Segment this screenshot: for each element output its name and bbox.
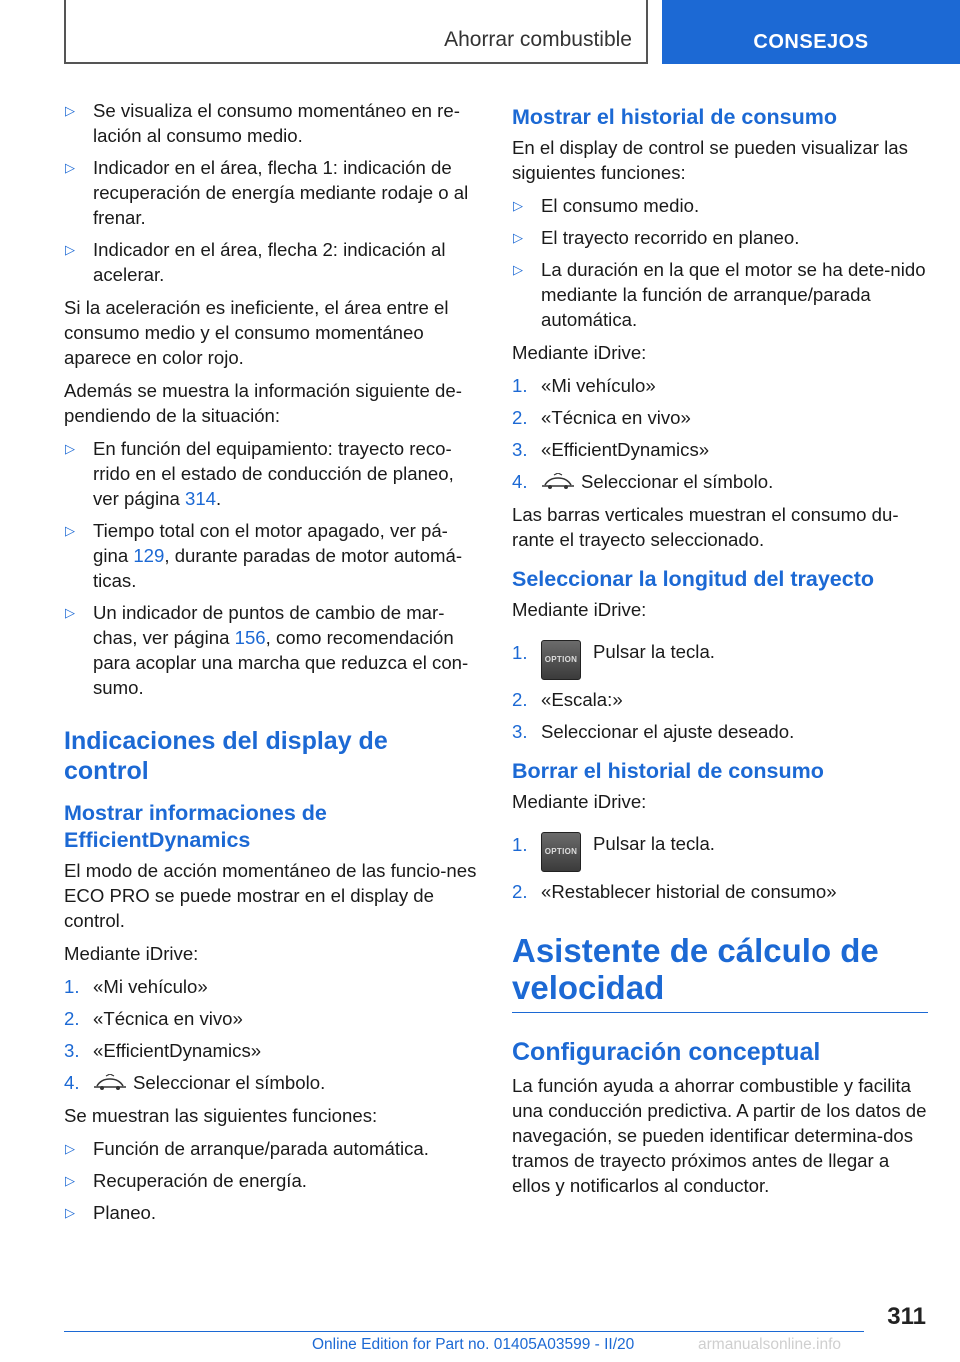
section-heading: Indicaciones del display de control: [64, 727, 388, 785]
bullet-list: [64, 1136, 478, 1225]
bullet-marker-icon: ▷: [65, 242, 75, 257]
list-item: ▷ Recuperación de energía.: [64, 1168, 478, 1193]
step-number: 1.: [512, 834, 528, 855]
list-item: ▷ El consumo medio.: [512, 193, 928, 218]
subsection-heading: Borrar el historial de consumo: [512, 759, 824, 783]
right-column: [512, 98, 928, 1206]
step-number: 3.: [64, 1040, 80, 1061]
bullet-marker-icon: ▷: [65, 1205, 75, 1220]
footer-watermark: armanualsonline.info: [698, 1336, 842, 1353]
step-item: 3. Seleccionar el ajuste deseado.: [512, 721, 795, 742]
page-number: 311: [887, 1303, 926, 1330]
step-number: 2.: [64, 1008, 80, 1029]
paragraph: Mediante iDrive:: [512, 791, 647, 812]
subsection-heading: Seleccionar la longitud del trayecto: [512, 567, 875, 591]
list-item: ▷ El trayecto recorrido en planeo.: [512, 225, 928, 250]
bullet-marker-icon: ▷: [65, 605, 75, 620]
list-item: ▷ Planeo.: [64, 1200, 478, 1225]
list-item: ▷ Indicador en el área, flecha 1: indicación de recuperación de energía mediante rodaje o al frenar.: [65, 157, 469, 228]
list-item: ▷ Un indicador de puntos de cambio de mar-chas, ver página 156, como recomendación para acoplar una marcha que reduzca el con-sumo.: [65, 602, 469, 698]
step-item: 1. OPTION Pulsar la tecla.: [512, 630, 928, 680]
paragraph: La función ayuda a ahorrar combustible y facilita una conducción predictiva. A partir de los datos de navegación, se pueden identificar determina-dos tramos de trayecto próximos antes de llegar a ellos y notificarlos al conductor.: [512, 1075, 927, 1196]
list-item: ▷ Indicador en el área, flecha 2: indicación al acelerar.: [65, 239, 446, 285]
paragraph: En el display de control se pueden visualizar las siguientes funciones:: [512, 137, 908, 183]
paragraph: Si la aceleración es ineficiente, el área entre el consumo medio y el consumo momentáneo aparece en color rojo.: [64, 297, 449, 368]
step-number: 2.: [512, 407, 528, 428]
step-number: 1.: [512, 375, 528, 396]
step-item: 2. «Restablecer historial de consumo»: [512, 881, 837, 902]
section-heading: Configuración conceptual: [512, 1038, 821, 1066]
step-number: 3.: [512, 721, 528, 742]
paragraph: Además se muestra la información siguiente de-pendiendo de la situación:: [64, 380, 462, 426]
bullet-marker-icon: ▷: [65, 160, 75, 175]
bullet-marker-icon: ▷: [65, 523, 75, 538]
step-number: 2.: [512, 881, 528, 902]
subsection-heading: Mostrar el historial de consumo: [512, 105, 837, 129]
footer-edition: Online Edition for Part no. 01405A03599 - II/20: [312, 1336, 635, 1353]
left-column: [64, 98, 478, 1233]
step-item: 2. «Técnica en vivo»: [512, 407, 691, 428]
bullet-marker-icon: ▷: [65, 1173, 75, 1188]
list-item: ▷ En función del equipamiento: trayecto reco-rrido en el estado de conducción de planeo, ver página 314.: [65, 438, 454, 509]
chapter-heading: Asistente de cálculo de velocidad: [512, 932, 928, 1013]
option-key-icon: OPTION: [541, 832, 581, 872]
footer-divider: [64, 1331, 864, 1332]
bullet-marker-icon: ▷: [513, 230, 523, 245]
step-item: 1. «Mi vehículo»: [512, 375, 656, 396]
bullet-list: [64, 98, 478, 287]
car-arrows-icon: [93, 1074, 127, 1092]
page-link[interactable]: 156: [234, 627, 266, 648]
header-section-box: [64, 0, 648, 64]
paragraph: Mediante iDrive:: [512, 599, 647, 620]
subsection-heading: Mostrar informaciones de EfficientDynamics: [64, 801, 327, 852]
step-number: 1.: [512, 642, 528, 663]
step-item: 2. «Escala:»: [512, 689, 623, 710]
list-item: ▷ Se visualiza el consumo momentáneo en re-lación al consumo medio.: [65, 100, 460, 146]
numbered-steps: [64, 974, 478, 1095]
section-title: Ahorrar combustible: [444, 28, 632, 51]
bullet-marker-icon: ▷: [65, 103, 75, 118]
step-item: 1. «Mi vehículo»: [64, 976, 208, 997]
step-item: 3. «EfficientDynamics»: [64, 1040, 262, 1061]
bullet-marker-icon: ▷: [513, 198, 523, 213]
page-link[interactable]: 314: [185, 488, 217, 509]
step-item: 1. OPTION Pulsar la tecla.: [512, 822, 928, 872]
bullet-marker-icon: ▷: [65, 1141, 75, 1156]
step-number: 2.: [512, 689, 528, 710]
bullet-list: [64, 436, 478, 700]
chapter-tab[interactable]: [662, 0, 960, 64]
step-number: 4.: [512, 471, 528, 492]
list-item: ▷ Función de arranque/parada automática.: [64, 1136, 478, 1161]
step-item: 4. Seleccionar el símbolo.: [512, 471, 774, 492]
page-header: [0, 0, 960, 66]
paragraph: Mediante iDrive:: [64, 943, 199, 964]
step-item: 3. «EfficientDynamics»: [512, 439, 710, 460]
numbered-steps: [512, 822, 928, 904]
step-number: 1.: [64, 976, 80, 997]
step-number: 3.: [512, 439, 528, 460]
paragraph: Mediante iDrive:: [512, 342, 647, 363]
numbered-steps: [512, 373, 928, 494]
list-item: ▷ Tiempo total con el motor apagado, ver pá-gina 129, durante paradas de motor automá-ticas.: [65, 520, 463, 591]
step-item: 2. «Técnica en vivo»: [64, 1008, 243, 1029]
step-item: 4. Seleccionar el símbolo.: [64, 1072, 326, 1093]
bullet-marker-icon: ▷: [65, 441, 75, 456]
page-link[interactable]: 129: [133, 545, 165, 566]
car-arrows-icon: [541, 473, 575, 491]
numbered-steps: [512, 630, 928, 744]
chapter-tab-label: CONSEJOS: [753, 31, 869, 53]
option-key-icon: OPTION: [541, 640, 581, 680]
bullet-list: [512, 193, 928, 332]
paragraph: Se muestran las siguientes funciones:: [64, 1105, 378, 1126]
step-number: 4.: [64, 1072, 80, 1093]
paragraph: El modo de acción momentáneo de las funcio-nes ECO PRO se puede mostrar en el display de control.: [64, 860, 477, 931]
list-item: ▷ La duración en la que el motor se ha dete-nido mediante la función de arranque/parada automática.: [513, 259, 926, 330]
paragraph: Las barras verticales muestran el consumo du-rante el trayecto seleccionado.: [512, 504, 899, 550]
bullet-marker-icon: ▷: [513, 262, 523, 277]
